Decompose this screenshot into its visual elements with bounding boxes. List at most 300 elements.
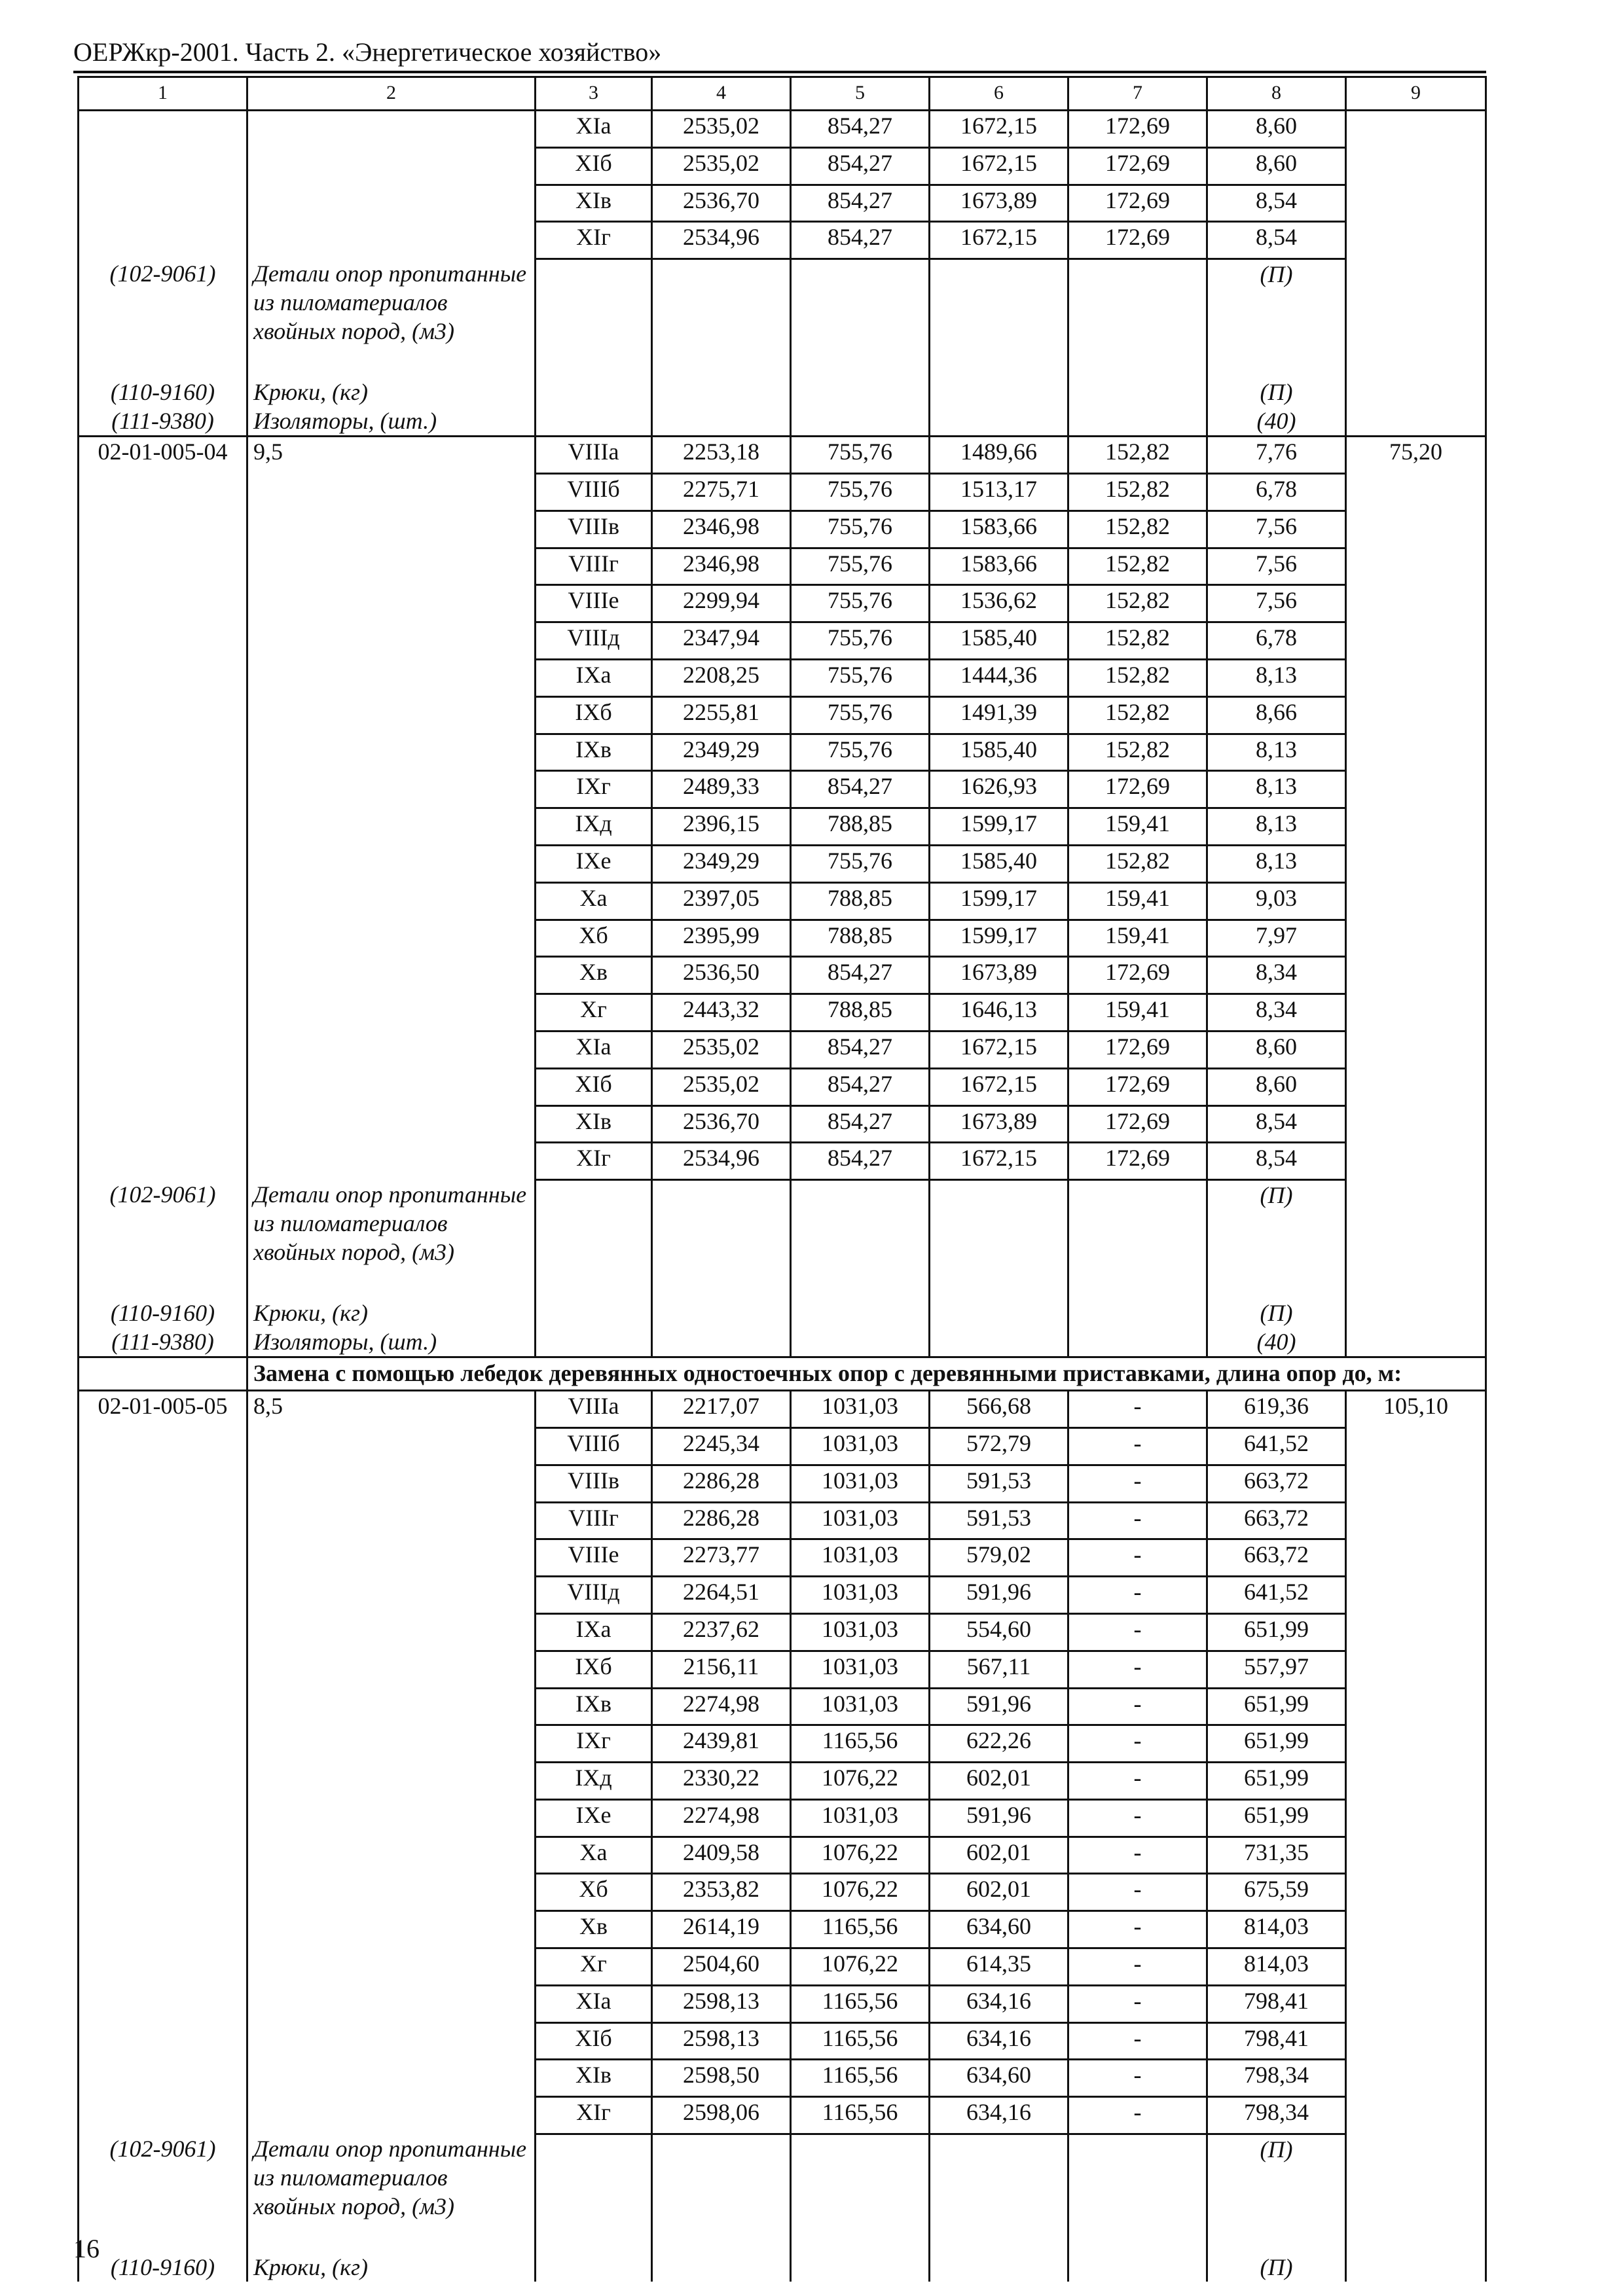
empty-cell	[652, 2134, 791, 2253]
driver-wage: 159,41	[1068, 882, 1207, 920]
total-cost: 2273,77	[652, 1539, 791, 1577]
machine-cost: 1599,17	[930, 882, 1068, 920]
empty-cell	[536, 1327, 652, 1357]
machine-cost: 1585,40	[930, 734, 1068, 771]
region-zone: VIIIб	[536, 1427, 652, 1465]
empty-cell	[1068, 259, 1207, 378]
materials-cost: 8,54	[1207, 1143, 1346, 1180]
pole-length-empty	[247, 771, 536, 808]
materials-cost: 814,03	[1207, 1948, 1346, 1986]
labor-cost: 755,76	[791, 511, 930, 548]
materials-cost: 8,34	[1207, 957, 1346, 994]
resource-row	[79, 378, 1486, 406]
driver-wage: -	[1068, 1688, 1207, 1725]
total-cost: 2286,28	[652, 1502, 791, 1539]
empty-cell	[1346, 1299, 1486, 1327]
total-cost: 2534,96	[652, 1143, 791, 1180]
machine-cost: 1672,15	[930, 1143, 1068, 1180]
total-cost: 2598,06	[652, 2097, 791, 2134]
labor-hours-empty	[1346, 585, 1486, 622]
labor-hours-empty	[1346, 473, 1486, 511]
table-row	[79, 1539, 1486, 1577]
driver-wage: -	[1068, 1539, 1207, 1577]
labor-hours-empty	[1346, 1799, 1486, 1837]
region-zone: XIв	[536, 2060, 652, 2097]
labor-hours-empty	[1346, 1763, 1486, 1800]
region-zone: XIа	[536, 1031, 652, 1068]
rate-code	[79, 111, 247, 148]
machine-cost: 634,16	[930, 2097, 1068, 2134]
pole-length-empty	[247, 994, 536, 1031]
labor-cost: 1165,56	[791, 1985, 930, 2022]
labor-cost: 1031,03	[791, 1688, 930, 1725]
table-row	[79, 548, 1486, 585]
table-row	[79, 1577, 1486, 1614]
empty-cell	[652, 2253, 791, 2282]
materials-cost: 8,54	[1207, 222, 1346, 259]
page-header: ОЕРЖкр-2001. Часть 2. «Энергетическое хозяйство»	[73, 37, 662, 67]
materials-cost: 663,72	[1207, 1502, 1346, 1539]
driver-wage: -	[1068, 1911, 1207, 1948]
materials-cost: 663,72	[1207, 1465, 1346, 1502]
labor-cost: 788,85	[791, 882, 930, 920]
rate-code-empty	[79, 1427, 247, 1465]
region-zone: XIа	[536, 1985, 652, 2022]
labor-cost: 854,27	[791, 1143, 930, 1180]
resource-name: Детали опор пропитанные из пиломатериалов хвойных пород, (м3)	[247, 2134, 536, 2253]
driver-wage: -	[1068, 1725, 1207, 1763]
materials-cost: 7,97	[1207, 920, 1346, 957]
materials-cost: 7,56	[1207, 511, 1346, 548]
region-zone: VIIIд	[536, 622, 652, 660]
page-number: 16	[73, 2234, 100, 2263]
empty-cell	[930, 1180, 1068, 1299]
driver-wage: 172,69	[1068, 185, 1207, 222]
region-zone: Xв	[536, 957, 652, 994]
region-zone: VIIIе	[536, 585, 652, 622]
labor-hours-empty	[1346, 1577, 1486, 1614]
rate-code-empty	[79, 1688, 247, 1725]
rate-code-empty	[79, 185, 247, 222]
table-row	[79, 1688, 1486, 1725]
labor-hours-empty	[1346, 1031, 1486, 1068]
machine-cost: 1583,66	[930, 548, 1068, 585]
materials-cost: 651,99	[1207, 1799, 1346, 1837]
labor-hours-empty	[1346, 1143, 1486, 1180]
labor-hours-empty	[1346, 147, 1486, 185]
labor-cost: 854,27	[791, 111, 930, 148]
labor-cost: 788,85	[791, 808, 930, 846]
driver-wage: 152,82	[1068, 659, 1207, 696]
table-row	[79, 1799, 1486, 1837]
table-row	[79, 111, 1486, 148]
labor-cost: 755,76	[791, 622, 930, 660]
machine-cost: 1599,17	[930, 920, 1068, 957]
labor-hours-empty	[1346, 1613, 1486, 1651]
region-zone: VIIIа	[536, 1391, 652, 1428]
pole-length-empty	[247, 511, 536, 548]
materials-cost: 641,52	[1207, 1577, 1346, 1614]
materials-cost: 8,60	[1207, 1031, 1346, 1068]
region-zone: XIб	[536, 2022, 652, 2060]
driver-wage: 152,82	[1068, 437, 1207, 474]
labor-cost: 755,76	[791, 437, 930, 474]
region-zone: VIIIг	[536, 1502, 652, 1539]
materials-cost: 557,97	[1207, 1651, 1346, 1688]
machine-cost: 1673,89	[930, 957, 1068, 994]
column-number: 2	[247, 77, 536, 111]
rate-code-empty	[79, 659, 247, 696]
labor-cost: 854,27	[791, 185, 930, 222]
driver-wage: -	[1068, 1427, 1207, 1465]
rate-code-empty	[79, 2022, 247, 2060]
table-row	[79, 585, 1486, 622]
pole-length-empty	[247, 622, 536, 660]
labor-hours-empty	[1346, 185, 1486, 222]
region-zone: Xа	[536, 882, 652, 920]
total-cost: 2217,07	[652, 1391, 791, 1428]
pole-length: 9,5	[247, 437, 536, 474]
empty-cell	[536, 2253, 652, 2282]
total-cost: 2274,98	[652, 1688, 791, 1725]
total-cost: 2614,19	[652, 1911, 791, 1948]
table-row	[79, 437, 1486, 474]
labor-cost: 854,27	[791, 1105, 930, 1143]
empty-cell	[652, 1327, 791, 1357]
machine-cost: 591,53	[930, 1465, 1068, 1502]
machine-cost: 1672,15	[930, 1068, 1068, 1105]
table-row	[79, 1651, 1486, 1688]
table-row	[79, 147, 1486, 185]
pole-length-empty	[247, 473, 536, 511]
pole-length-empty	[247, 1688, 536, 1725]
labor-cost: 854,27	[791, 771, 930, 808]
driver-wage: -	[1068, 2097, 1207, 2134]
table-row	[79, 1948, 1486, 1986]
machine-cost: 634,60	[930, 1911, 1068, 1948]
empty-cell	[791, 259, 930, 378]
rate-code-empty	[79, 1068, 247, 1105]
total-cost: 2245,34	[652, 1427, 791, 1465]
materials-cost: 798,41	[1207, 2022, 1346, 2060]
labor-hours-empty	[1346, 548, 1486, 585]
rate-code-empty	[79, 147, 247, 185]
empty-cell	[930, 259, 1068, 378]
materials-cost: 8,54	[1207, 185, 1346, 222]
driver-wage: 152,82	[1068, 473, 1207, 511]
resource-value: (П)	[1207, 2253, 1346, 2282]
total-cost: 2534,96	[652, 222, 791, 259]
column-number: 9	[1346, 77, 1486, 111]
labor-hours-empty	[1346, 1651, 1486, 1688]
labor-cost: 1031,03	[791, 1651, 930, 1688]
region-zone: IXд	[536, 1763, 652, 1800]
table-row	[79, 1985, 1486, 2022]
empty-cell	[1068, 1327, 1207, 1357]
materials-cost: 8,13	[1207, 845, 1346, 882]
resource-row	[79, 1180, 1486, 1299]
labor-cost: 1076,22	[791, 1948, 930, 1986]
empty-cell	[791, 406, 930, 437]
pole-length-empty	[247, 1613, 536, 1651]
labor-cost: 1165,56	[791, 2060, 930, 2097]
resource-name: Изоляторы, (шт.)	[247, 1327, 536, 1357]
labor-cost: 854,27	[791, 957, 930, 994]
driver-wage: 172,69	[1068, 1105, 1207, 1143]
resource-row	[79, 1327, 1486, 1357]
rate-code-empty	[79, 1105, 247, 1143]
machine-cost: 567,11	[930, 1651, 1068, 1688]
region-zone: IXг	[536, 1725, 652, 1763]
empty-cell	[1068, 1180, 1207, 1299]
column-number: 8	[1207, 77, 1346, 111]
section-title: Замена с помощью лебедок деревянных одностоечных опор с деревянными приставками, длина опор до, м:	[247, 1357, 1486, 1391]
pole-length-empty	[247, 1837, 536, 1874]
total-cost: 2275,71	[652, 473, 791, 511]
column-number: 5	[791, 77, 930, 111]
empty-cell	[791, 2134, 930, 2253]
materials-cost: 7,56	[1207, 585, 1346, 622]
driver-wage: 172,69	[1068, 222, 1207, 259]
region-zone: XIб	[536, 147, 652, 185]
labor-hours-empty	[1346, 1985, 1486, 2022]
labor-cost: 755,76	[791, 845, 930, 882]
materials-cost: 8,13	[1207, 808, 1346, 846]
empty-cell	[1346, 378, 1486, 406]
table-row	[79, 2097, 1486, 2134]
column-number: 7	[1068, 77, 1207, 111]
table-row	[79, 1143, 1486, 1180]
empty-cell	[536, 2134, 652, 2253]
region-zone: IXг	[536, 771, 652, 808]
empty-cell	[791, 1327, 930, 1357]
rate-code-empty	[79, 696, 247, 734]
rate-code-empty	[79, 1502, 247, 1539]
resource-value: (40)	[1207, 1327, 1346, 1357]
materials-cost: 651,99	[1207, 1688, 1346, 1725]
pole-length-empty	[247, 1539, 536, 1577]
table-row	[79, 994, 1486, 1031]
table-row	[79, 808, 1486, 846]
table-row	[79, 2060, 1486, 2097]
labor-cost: 1031,03	[791, 1502, 930, 1539]
table-row	[79, 1068, 1486, 1105]
driver-wage: -	[1068, 1837, 1207, 1874]
labor-cost: 1031,03	[791, 1391, 930, 1428]
machine-cost: 634,60	[930, 2060, 1068, 2097]
pole-length-empty	[247, 1799, 536, 1837]
machine-cost: 602,01	[930, 1837, 1068, 1874]
region-zone: IXб	[536, 1651, 652, 1688]
empty-cell	[652, 1180, 791, 1299]
rate-code-empty	[79, 1911, 247, 1948]
labor-hours-empty	[1346, 845, 1486, 882]
machine-cost: 579,02	[930, 1539, 1068, 1577]
rate-code-empty	[79, 1837, 247, 1874]
total-cost: 2535,02	[652, 111, 791, 148]
table-row	[79, 659, 1486, 696]
machine-cost: 566,68	[930, 1391, 1068, 1428]
labor-hours-empty	[1346, 1948, 1486, 1986]
pole-length-empty	[247, 1577, 536, 1614]
resource-row	[79, 1299, 1486, 1327]
region-zone: Xб	[536, 1874, 652, 1911]
empty-cell	[1068, 406, 1207, 437]
resource-code: (102-9061)	[79, 1180, 247, 1299]
labor-hours-empty	[1346, 1427, 1486, 1465]
table-row	[79, 1613, 1486, 1651]
region-zone: XIг	[536, 222, 652, 259]
section-spacer	[79, 1357, 247, 1391]
machine-cost: 1513,17	[930, 473, 1068, 511]
total-cost: 2274,98	[652, 1799, 791, 1837]
table-row	[79, 2022, 1486, 2060]
driver-wage: -	[1068, 1577, 1207, 1614]
materials-cost: 8,60	[1207, 111, 1346, 148]
empty-cell	[1068, 378, 1207, 406]
table-row	[79, 511, 1486, 548]
rate-code-empty	[79, 994, 247, 1031]
total-cost: 2156,11	[652, 1651, 791, 1688]
empty-cell	[1346, 1327, 1486, 1357]
driver-wage: -	[1068, 1613, 1207, 1651]
empty-cell	[1346, 406, 1486, 437]
labor-hours-empty	[1346, 222, 1486, 259]
rate-code-empty	[79, 1031, 247, 1068]
resource-row	[79, 2253, 1486, 2282]
resource-code: (110-9160)	[79, 1299, 247, 1327]
resource-code: (111-9380)	[79, 1327, 247, 1357]
machine-cost: 1673,89	[930, 185, 1068, 222]
region-zone: IXд	[536, 808, 652, 846]
rate-code-empty	[79, 771, 247, 808]
machine-cost: 1673,89	[930, 1105, 1068, 1143]
total-cost: 2347,94	[652, 622, 791, 660]
rate-code-empty	[79, 1539, 247, 1577]
materials-cost: 7,56	[1207, 548, 1346, 585]
region-zone: Xг	[536, 1948, 652, 1986]
machine-cost: 622,26	[930, 1725, 1068, 1763]
labor-hours-empty	[1346, 1539, 1486, 1577]
labor-hours: 105,10	[1346, 1391, 1486, 1428]
total-cost: 2439,81	[652, 1725, 791, 1763]
labor-cost: 788,85	[791, 920, 930, 957]
machine-cost: 614,35	[930, 1948, 1068, 1986]
region-zone: XIв	[536, 185, 652, 222]
rate-code-empty	[79, 808, 247, 846]
machine-cost: 591,96	[930, 1577, 1068, 1614]
total-cost: 2349,29	[652, 845, 791, 882]
region-zone: VIIIг	[536, 548, 652, 585]
table-row	[79, 1763, 1486, 1800]
driver-wage: -	[1068, 1799, 1207, 1837]
labor-cost: 854,27	[791, 1068, 930, 1105]
total-cost: 2598,13	[652, 2022, 791, 2060]
pole-length-empty	[247, 1874, 536, 1911]
driver-wage: -	[1068, 1985, 1207, 2022]
machine-cost: 602,01	[930, 1874, 1068, 1911]
rate-code-empty	[79, 1651, 247, 1688]
empty-cell	[536, 406, 652, 437]
table-row	[79, 1725, 1486, 1763]
total-cost: 2536,70	[652, 185, 791, 222]
table-row	[79, 920, 1486, 957]
labor-cost: 755,76	[791, 659, 930, 696]
machine-cost: 572,79	[930, 1427, 1068, 1465]
pole-length-empty	[247, 1031, 536, 1068]
driver-wage: 152,82	[1068, 585, 1207, 622]
region-zone: VIIIд	[536, 1577, 652, 1614]
table-row	[79, 1911, 1486, 1948]
total-cost: 2395,99	[652, 920, 791, 957]
total-cost: 2349,29	[652, 734, 791, 771]
total-cost: 2397,05	[652, 882, 791, 920]
pole-length-empty	[247, 920, 536, 957]
pole-length-empty	[247, 2060, 536, 2097]
empty-cell	[1068, 2253, 1207, 2282]
labor-cost: 1031,03	[791, 1613, 930, 1651]
rate-code: 02-01-005-04	[79, 437, 247, 474]
empty-cell	[1068, 2134, 1207, 2253]
materials-cost: 6,78	[1207, 473, 1346, 511]
machine-cost: 1599,17	[930, 808, 1068, 846]
labor-hours-empty	[1346, 994, 1486, 1031]
rate-code-empty	[79, 1143, 247, 1180]
table-row	[79, 696, 1486, 734]
empty-cell	[791, 2253, 930, 2282]
empty-cell	[536, 378, 652, 406]
driver-wage: -	[1068, 2022, 1207, 2060]
pole-length-empty	[247, 1143, 536, 1180]
materials-cost: 651,99	[1207, 1725, 1346, 1763]
table-row	[79, 473, 1486, 511]
total-cost: 2443,32	[652, 994, 791, 1031]
driver-wage: 172,69	[1068, 1068, 1207, 1105]
pole-length-empty	[247, 1725, 536, 1763]
materials-cost: 8,60	[1207, 1068, 1346, 1105]
labor-hours-empty	[1346, 957, 1486, 994]
empty-cell	[930, 406, 1068, 437]
machine-cost: 1491,39	[930, 696, 1068, 734]
machine-cost: 1536,62	[930, 585, 1068, 622]
pole-length-empty	[247, 222, 536, 259]
region-zone: XIв	[536, 1105, 652, 1143]
driver-wage: 152,82	[1068, 734, 1207, 771]
labor-cost: 755,76	[791, 696, 930, 734]
labor-hours-empty	[1346, 920, 1486, 957]
total-cost: 2536,50	[652, 957, 791, 994]
rate-code-empty	[79, 222, 247, 259]
driver-wage: -	[1068, 2060, 1207, 2097]
resource-row	[79, 406, 1486, 437]
rate-code-empty	[79, 845, 247, 882]
rate-code-empty	[79, 1613, 247, 1651]
driver-wage: 152,82	[1068, 845, 1207, 882]
empty-cell	[1346, 1180, 1486, 1299]
resource-value: (П)	[1207, 1299, 1346, 1327]
column-number: 1	[79, 77, 247, 111]
resource-row	[79, 2134, 1486, 2253]
pole-length-empty	[247, 1948, 536, 1986]
total-cost: 2264,51	[652, 1577, 791, 1614]
region-zone: VIIIб	[536, 473, 652, 511]
labor-hours-empty	[1346, 771, 1486, 808]
resource-value: (40)	[1207, 406, 1346, 437]
labor-cost: 755,76	[791, 585, 930, 622]
pole-length-empty	[247, 1068, 536, 1105]
pole-length-empty	[247, 659, 536, 696]
materials-cost: 731,35	[1207, 1837, 1346, 1874]
